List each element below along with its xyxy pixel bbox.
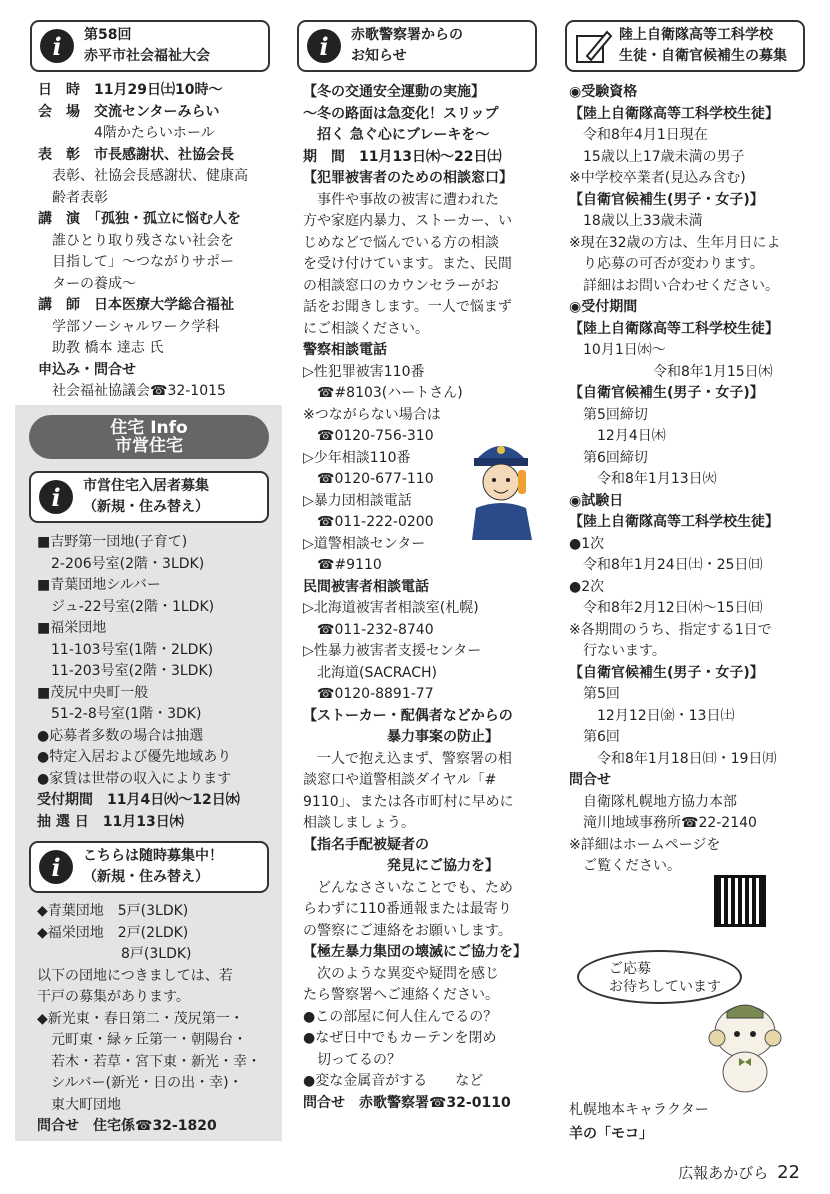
text-line: 暴力事案の防止】 [303, 729, 499, 745]
text-line: 令和8年1月15日㈭ [569, 363, 773, 380]
text-line: 8戸(3LDK) [37, 946, 192, 962]
text-line: 助教 橋本 達志 氏 [38, 340, 164, 356]
text-line: 北海道(SACRACH) [303, 664, 437, 681]
text-line: 表 彰 市長感謝状、社協会長 [38, 146, 234, 163]
text-line: 15歳以上17歳未満の男子 [569, 148, 745, 165]
text-line: ☎#9110 [303, 557, 382, 573]
text-line: ターの養成～ [38, 275, 136, 292]
text-line: ※つながらない場合は [303, 406, 441, 423]
text-line: ※詳細はホームページを [569, 836, 721, 853]
text-line: 【陸上自衛隊高等工科学校生徒】 [569, 514, 779, 530]
text-line: 【指名手配被疑者の [303, 836, 429, 853]
mascot-caption-line2: 羊の「モコ」 [569, 1126, 653, 1142]
text-line: 51-2-8号室(1階・3DK) [37, 706, 202, 722]
text-line: ■吉野第一団地(子育て) [37, 534, 188, 550]
text-line: どんなささいなことでも、ため [303, 879, 513, 896]
text-line: ●変な金属音がする など [303, 1073, 484, 1089]
text-line: 抽 選 日 11月13日㈭ [37, 813, 184, 830]
text-line: らわずに110番通報または最寄り [303, 901, 512, 917]
info-icon: i [307, 29, 341, 63]
footer-label: 広報あかびら [678, 1164, 769, 1182]
text-line: 学部ソーシャルワーク学科 [38, 318, 220, 335]
text-line: ☎#8103(ハートさん) [303, 385, 463, 401]
text-line: ☎011-222-0200 [303, 514, 434, 530]
text-line: ●なぜ日中でもカーテンを閉め [303, 1030, 497, 1046]
text-line: 東大町団地 [37, 1096, 121, 1113]
text-line: ◆青葉団地 5戸(3LDK) [37, 903, 189, 919]
text-line: ●特定入居および優先地域あり [37, 749, 232, 765]
info-icon: i [39, 480, 73, 514]
text-line: ■福栄団地 [37, 620, 107, 636]
text-line: ☎0120-756-310 [303, 428, 434, 444]
text-line: 警察相談電話 [303, 342, 387, 358]
text-line: ◆新光東・春日第二・茂尻第一・ [37, 1010, 244, 1027]
text-line: 12月4日㈭ [569, 428, 666, 444]
text-line: ▷性犯罪被害110番 [303, 363, 425, 380]
text-line: ▷北海道被害者相談室(札幌) [303, 600, 479, 616]
text-line: ▷暴力団相談電話 [303, 492, 412, 509]
text-line: 受付期間 11月4日㈫～12日㈬ [37, 792, 240, 808]
text-line: たら警察署へご連絡ください。 [303, 987, 499, 1003]
text-line: 2-206号室(2階・3LDK) [37, 555, 205, 572]
text-line: ●1次 [569, 535, 605, 552]
welfare-title-line2: 赤平市社会福祉大会 [84, 48, 210, 64]
text-line: 第6回締切 [569, 449, 648, 466]
housing-list [37, 532, 287, 833]
text-line: 一人で抱え込まず、警察署の相 [303, 750, 512, 767]
sdf-text [569, 82, 809, 878]
text-line: ▷性暴力被害者支援センター [303, 643, 482, 659]
text-line: ■青葉団地シルバー [37, 577, 161, 593]
housing-anytime-box [29, 841, 269, 893]
speech-bubble [577, 950, 742, 1004]
text-line: 方や家庭内暴力、ストーカー、い [303, 213, 513, 229]
text-line: ☎0120-677-110 [303, 471, 434, 487]
info-icon: i [39, 850, 73, 884]
text-line: 11-203号室(2階・3LDK) [37, 663, 214, 679]
text-line: 申込み・問合せ [38, 361, 136, 378]
text-line: ◉受付期間 [569, 299, 638, 315]
mascot-caption [569, 1098, 709, 1146]
text-line: 行ないます。 [569, 643, 666, 659]
mascot-moko-illustration [705, 1000, 785, 1095]
bubble-line1: ご応募 [609, 961, 651, 977]
housing-banner-line2: 市営住宅 [115, 436, 183, 456]
text-line: 切ってるの？ [303, 1051, 401, 1068]
text-line: 会 場 交流センターみらい [38, 103, 220, 120]
text-line: ◉受験資格 [569, 84, 638, 100]
text-line: 民間被害者相談電話 [303, 578, 429, 595]
housing-recruit-sub: （新規・住み替え） [83, 499, 209, 515]
police-title-line2: お知らせ [351, 48, 407, 64]
text-line: 問合せ 赤歌警察署☎32-0110 [303, 1094, 511, 1111]
text-line: ご覧ください。 [569, 858, 681, 874]
text-line: 談窓口や道警相談ダイヤル「# [303, 772, 497, 788]
text-line: 講 師 日本医療大学総合福祉 [38, 297, 234, 313]
page-footer [678, 1162, 800, 1183]
welfare-title-line1: 第58回 [84, 27, 132, 43]
sdf-title-line2: 生徒・自衛官候補生の募集 [619, 48, 787, 64]
text-line: じめなどで悩んでいる方の相談 [303, 234, 499, 251]
pen-icon [573, 26, 613, 66]
text-line: 自衛隊札幌地方協力本部 [569, 793, 737, 810]
police-title-box [297, 20, 537, 72]
text-line: ■茂尻中央町一般 [37, 684, 149, 701]
housing-anytime-sub: （新規・住み替え） [83, 869, 209, 885]
text-line: 日 時 11月29日㈯10時～ [38, 82, 223, 98]
text-line: 【極左暴力集団の壊滅にご協力を】 [303, 944, 527, 960]
text-line: 第6回 [569, 729, 620, 745]
text-line: 【自衛官候補生(男子・女子)】 [569, 664, 764, 681]
text-line: 目指して」～つながりサポー [38, 254, 234, 270]
text-line: 齢者表彰 [38, 189, 108, 206]
text-line: ▷道警相談センター [303, 535, 426, 552]
housing-recruit-title: 市営住宅入居者募集 [83, 478, 209, 494]
text-line: ☎011-232-8740 [303, 621, 434, 638]
text-line: 話をお聞きします。一人で悩まず [303, 299, 512, 315]
text-line: 【自衛官候補生(男子・女子)】 [569, 385, 764, 401]
text-line: 誰ひとり取り残さない社会を [38, 232, 234, 249]
text-line: ※中学校卒業者(見込み含む) [569, 170, 746, 186]
text-line: 発見にご協力を】 [303, 858, 499, 874]
housing-anytime-list [37, 901, 287, 1138]
text-line: の警察にご連絡をお願いします。 [303, 922, 512, 939]
text-line: 18歳以上33歳未満 [569, 213, 703, 229]
text-line: ☎0120-8891-77 [303, 686, 434, 702]
text-line: 【陸上自衛隊高等工科学校生徒】 [569, 320, 779, 337]
text-line: ※各期間のうち、指定する1日で [569, 621, 772, 638]
text-line: 9110」、または各市町村に早めに [303, 793, 514, 810]
qr-code[interactable] [717, 878, 763, 924]
police-officer-illustration [462, 430, 540, 540]
text-line: ～冬の路面は急変化！スリップ [303, 105, 499, 122]
text-line: 【犯罪被害者のための相談窓口】 [303, 170, 513, 186]
text-line: 11-103号室(1階・2LDK) [37, 641, 214, 658]
housing-anytime-title: こちらは随時募集中！ [83, 848, 223, 864]
text-line: 期 間 11月13日㈭～22日㈯ [303, 148, 502, 165]
text-line: ▷少年相談110番 [303, 449, 411, 466]
welfare-title-box [30, 20, 270, 72]
housing-recruit-box [29, 471, 269, 523]
text-line: 講 演 「孤独・孤立に悩む人を [38, 211, 241, 227]
mascot-caption-line1: 札幌地本キャラクター [569, 1102, 709, 1118]
bubble-line2: お待ちしています [609, 979, 721, 995]
text-line: ジュ-22号室(2階・1LDK) [37, 598, 215, 615]
text-line: 10月1日㈬～ [569, 342, 666, 358]
text-line: 12月12日㈮・13日㈯ [569, 707, 735, 724]
info-icon: i [40, 29, 74, 63]
text-line: 令和8年1月13日㈫ [569, 471, 717, 487]
text-line: 以下の団地につきましては、若 [37, 967, 233, 984]
text-line: 令和8年4月1日現在 [569, 127, 708, 143]
text-line: 問合せ [569, 772, 611, 788]
text-line: 滝川地域事務所☎22-2140 [569, 815, 757, 831]
text-line: 若木・若草・宮下東・新光・幸・ [37, 1053, 261, 1070]
text-line: 事件や事故の被害に遭われた [303, 191, 499, 208]
text-line: 【自衛官候補生(男子・女子)】 [569, 191, 764, 208]
text-line: ◉試験日 [569, 492, 624, 509]
housing-banner [29, 415, 269, 459]
sdf-title-line1: 陸上自衛隊高等工科学校 [619, 27, 773, 43]
page-number: 22 [777, 1162, 800, 1183]
text-line: 【ストーカー・配偶者などからの [303, 707, 513, 724]
text-line: ●応募者多数の場合は抽選 [37, 727, 204, 744]
text-line: 令和8年1月18日㈰・19日㈪ [569, 750, 777, 767]
welfare-text [38, 80, 278, 403]
text-line: 第5回締切 [569, 406, 648, 423]
text-line: シルバー(新光・日の出・幸)・ [37, 1075, 243, 1091]
text-line: 【陸上自衛隊高等工科学校生徒】 [569, 105, 779, 122]
text-line: り応募の可否が変わります。 [569, 256, 764, 272]
text-line: 問合せ 住宅係☎32-1820 [37, 1118, 217, 1134]
police-text [303, 82, 543, 1114]
text-line: 相談しましょう。 [303, 815, 415, 831]
text-line: の相談窓口のカウンセラーがお [303, 277, 499, 294]
text-line: にご相談ください。 [303, 320, 429, 337]
housing-section [15, 405, 282, 1141]
text-line: ●家賃は世帯の収入によります [37, 770, 232, 787]
text-line: ◆福栄団地 2戸(2LDK) [37, 924, 189, 941]
text-line: を受け付けています。また、民間 [303, 256, 512, 272]
text-line: 元町東・緑ヶ丘第一・朝陽台・ [37, 1032, 247, 1048]
text-line: 令和8年1月24日㈯・25日㈰ [569, 557, 763, 573]
text-line: ※現在32歳の方は、生年月日によ [569, 234, 781, 251]
housing-banner-line1: 住宅 Info [110, 418, 188, 438]
text-line: 招く 急ぐ心にブレーキを～ [303, 127, 490, 143]
text-line: 次のような異変や疑問を感じ [303, 965, 499, 982]
sdf-title-box [565, 20, 805, 72]
text-line: 社会福祉協議会☎32-1015 [38, 383, 226, 399]
text-line: ●2次 [569, 578, 605, 595]
text-line: 令和8年2月12日㈭～15日㈰ [569, 600, 763, 616]
text-line: 【冬の交通安全運動の実施】 [303, 84, 485, 100]
text-line: 第5回 [569, 686, 620, 702]
text-line: 詳細はお問い合わせください。 [569, 277, 779, 294]
text-line: 表彰、社協会長感謝状、健康高 [38, 168, 248, 184]
text-line: 干戸の募集があります。 [37, 989, 190, 1005]
text-line: ●この部屋に何人住んでるの？ [303, 1008, 498, 1025]
text-line: 4階かたらいホール [38, 125, 215, 141]
police-title-line1: 赤歌警察署からの [351, 27, 463, 43]
